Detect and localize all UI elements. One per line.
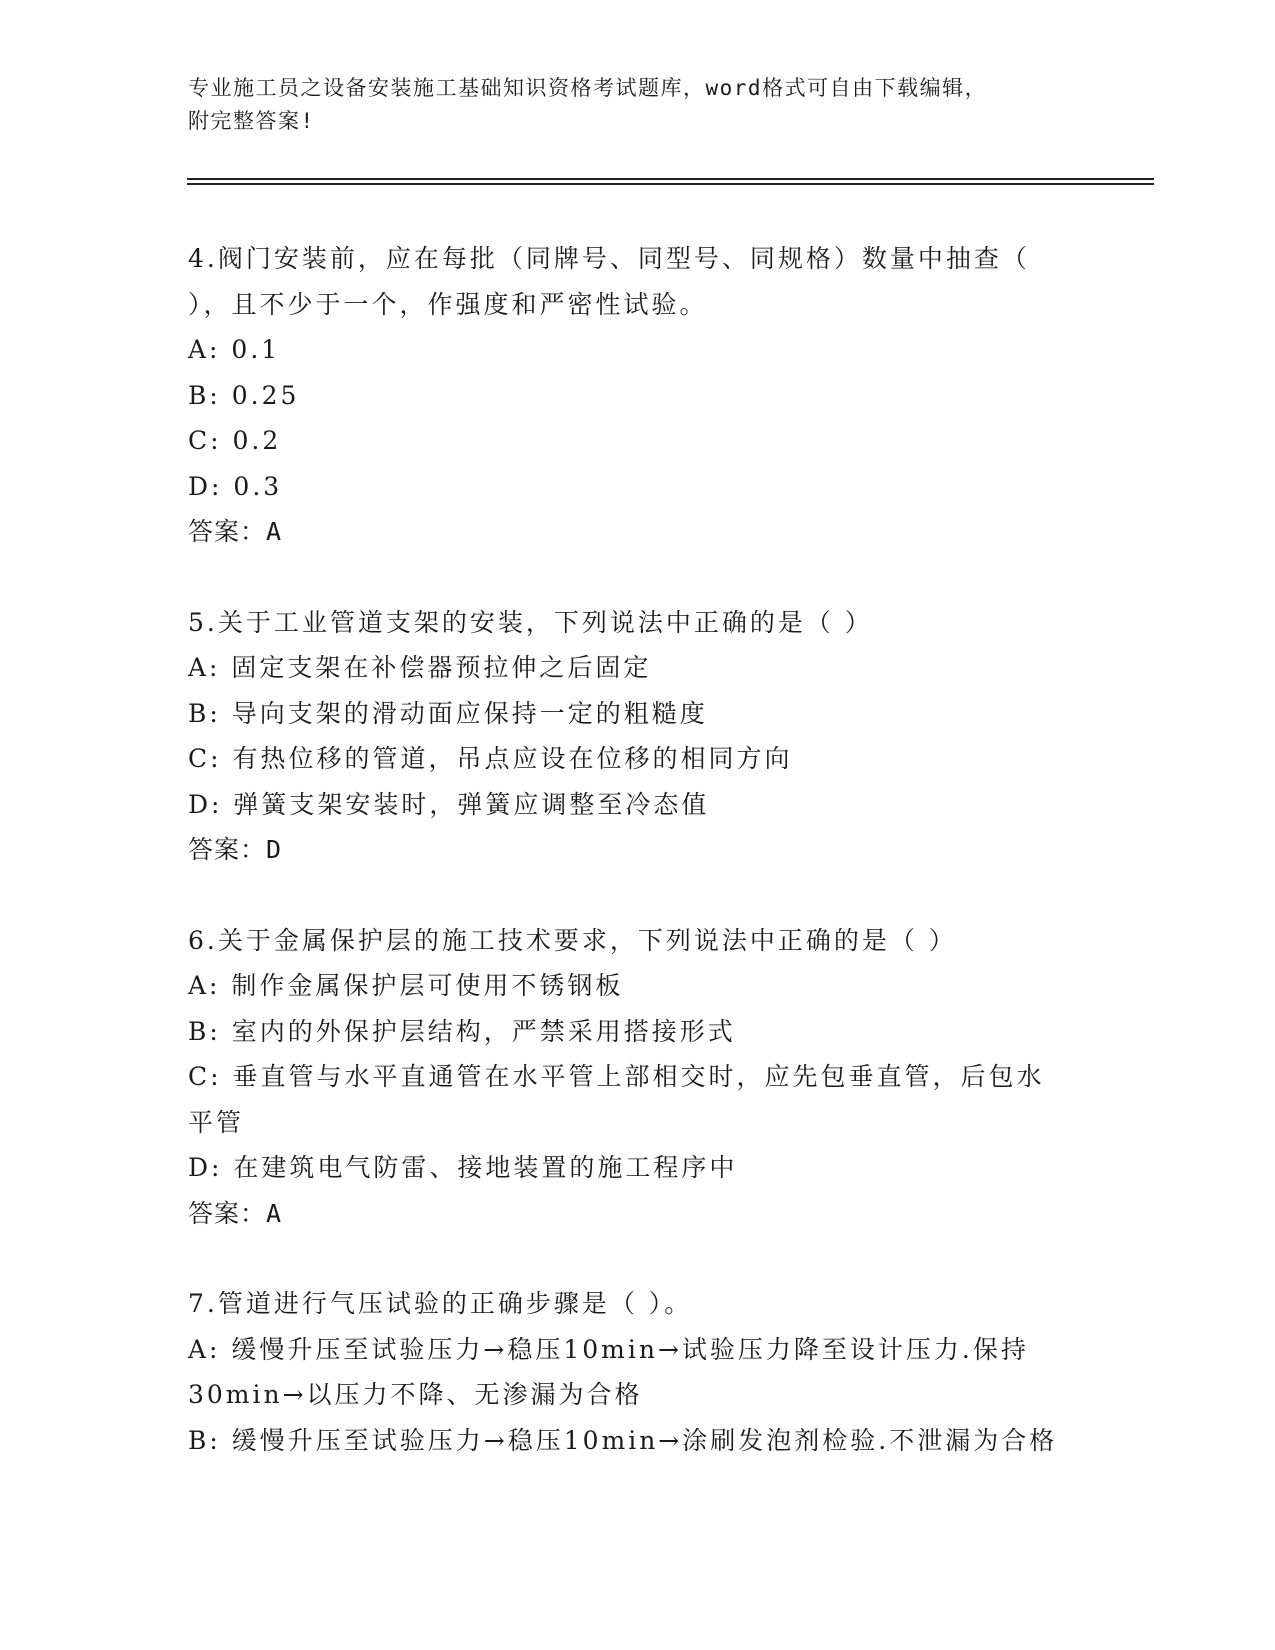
answer-line: 答案：A (188, 517, 283, 546)
answer-line: 答案：D (188, 835, 283, 864)
option-d: D: 弹簧支架安装时，弹簧应调整至冷态值 (188, 789, 710, 819)
document-header (188, 72, 1088, 138)
option-b: B: 室内的外保护层结构，严禁采用搭接形式 (188, 1016, 736, 1046)
question-stem: 4.阀门安装前，应在每批（同牌号、同型号、同规格）数量中抽查（ (188, 244, 1030, 273)
option-b: B: 0.25 (188, 380, 300, 410)
option-d: D: 在建筑电气防雷、接地装置的施工程序中 (188, 1153, 738, 1182)
option-a-continued: 30min→以压力不降、无渗漏为合格 (188, 1380, 643, 1409)
question-5 (188, 600, 1088, 873)
question-stem: ），且不少于一个，作强度和严密性试验。 (188, 289, 708, 319)
option-c-continued: 平管 (188, 1107, 245, 1137)
option-a: A: 制作金属保护层可使用不锈钢板 (188, 971, 624, 1000)
question-stem: 7.管道进行气压试验的正确步骤是（ ）。 (188, 1289, 693, 1318)
question-list (188, 236, 1088, 1508)
answer-line: 答案：A (188, 1198, 283, 1228)
option-c: C: 有热位移的管道，吊点应设在位移的相同方向 (188, 744, 793, 773)
header-divider (187, 178, 1154, 180)
question-6 (188, 918, 1088, 1237)
option-c: C: 垂直管与水平直通管在水平管上部相交时，应先包垂直管，后包水 (188, 1062, 1045, 1091)
question-4 (188, 236, 1088, 555)
question-7 (188, 1281, 1088, 1463)
header-line: 附完整答案! (188, 109, 315, 133)
option-c: C: 0.2 (188, 426, 282, 455)
option-d: D: 0.3 (188, 471, 283, 501)
header-line: 专业施工员之设备安装施工基础知识资格考试题库，word格式可自由下载编辑， (188, 76, 988, 100)
option-a: A: 0.1 (188, 335, 281, 364)
question-stem: 5.关于工业管道支架的安装，下列说法中正确的是（ ） (188, 607, 873, 637)
header-divider (187, 183, 1154, 185)
option-b: B: 导向支架的滑动面应保持一定的粗糙度 (188, 698, 708, 728)
question-stem: 6.关于金属保护层的施工技术要求，下列说法中正确的是（ ） (188, 925, 957, 955)
option-a: A: 缓慢升压至试验压力→稳压10min→试验压力降至设计压力.保持 (188, 1334, 1029, 1364)
option-a: A: 固定支架在补偿器预拉伸之后固定 (188, 653, 652, 682)
option-b: B: 缓慢升压至试验压力→稳压10min→涂刷发泡剂检验.不泄漏为合格 (188, 1425, 1058, 1455)
